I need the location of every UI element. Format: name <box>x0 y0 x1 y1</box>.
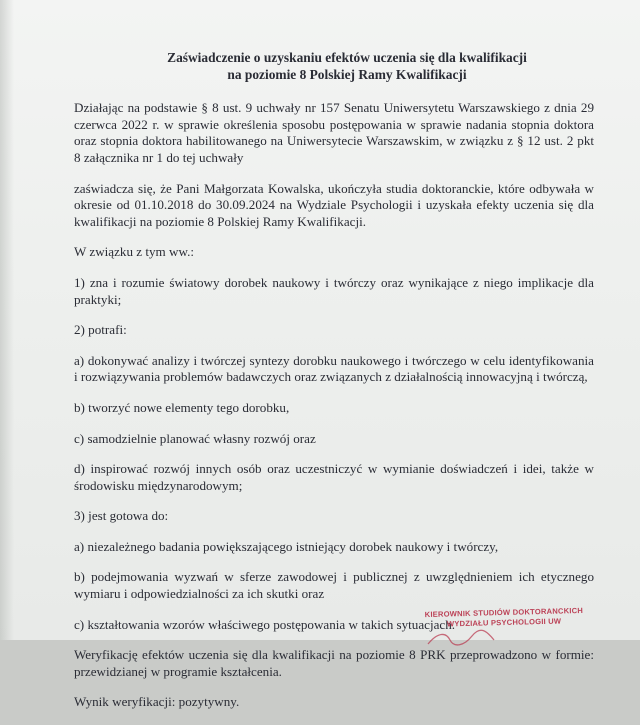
stamp-line-1: KIEROWNIK STUDIÓW DOKTORANCKICH <box>424 605 584 620</box>
page-edge-shadow <box>0 0 14 640</box>
attestation-paragraph: zaświadcza się, że Pani Małgorzata Kowalska, ukończyła studia doktoranckie, które odbywała w okresie od 01.10.2018 do 30.09.2024 na Wydziale Psychologii i uzyskała efekty uczenia się dla kwalifikacji na poziomie 8 Polskiej Ramy Kwalifikacji. <box>74 180 594 229</box>
learning-outcome-3b: b) podejmowania wyzwań w sferze zawodowej i publicznej z uwzględnieniem ich etycznego wymiaru i odpowiedzialności za ich skutki oraz <box>74 569 594 602</box>
learning-outcome-3-heading: 3) jest gotowa do: <box>74 508 169 524</box>
learning-outcome-1: 1) zna i rozumie światowy dorobek naukowy i twórczy oraz wynikające z niego implikacje dla praktyki; <box>74 274 594 307</box>
learning-outcome-2c: c) samodzielnie planować własny rozwój oraz <box>74 430 316 446</box>
in-connection-line: W związku z tym ww.: <box>74 244 194 260</box>
legal-basis-paragraph: Działając na podstawie § 8 ust. 9 uchwały nr 157 Senatu Uniwersytetu Warszawskiego z dnia 29 czerwca 2022 r. w sprawie określenia sposobu postępowania w sprawie nadania stopnia doktora oraz stopnia doktora habilitowanego na Uniwersytecie Warszawskim, w związku z § 12 ust. 2 pkt 8 załącznika nr 1 do tej uchwały <box>74 100 594 165</box>
learning-outcome-3a: a) niezależnego badania powiększającego istniejący dorobek naukowy i twórczy, <box>74 538 499 554</box>
certificate-title <box>74 50 594 83</box>
verification-paragraph: Weryfikację efektów uczenia się dla kwalifikacji na poziomie 8 PRK przeprowadzono w formie: przewidzianej w programie kształcenia. <box>74 647 594 679</box>
learning-outcome-2a: a) dokonywać analizy i twórczej syntezy dorobku naukowego i twórczego w celu identyfikowania i rozwiązywania problemów badawczych oraz związanych z działalnością innowacyjną i twórczą, <box>74 352 594 385</box>
title-line-2: na poziomie 8 Polskiej Ramy Kwalifikacji <box>227 66 467 82</box>
learning-outcome-2d: d) inspirować rozwój innych osób oraz uczestniczyć w wymianie doświadczeń i idei, także w środowisku międzynarodowym; <box>74 461 594 493</box>
signature-mark <box>420 628 530 648</box>
learning-outcome-2-heading: 2) potrafi: <box>74 322 127 338</box>
title-line-1: Zaświadczenie o uzyskaniu efektów uczenia się dla kwalifikacji <box>167 50 527 65</box>
learning-outcome-2b: b) tworzyć nowe elementy tego dorobku, <box>74 399 290 415</box>
verification-result: Wynik weryfikacji: pozytywny. <box>74 694 240 710</box>
learning-outcome-3c: c) kształtowania wzorów właściwego postępowania w takich sytuacjach. <box>74 616 456 632</box>
stamp-line-2: WYDZIAŁU PSYCHOLOGII UW <box>446 616 562 629</box>
